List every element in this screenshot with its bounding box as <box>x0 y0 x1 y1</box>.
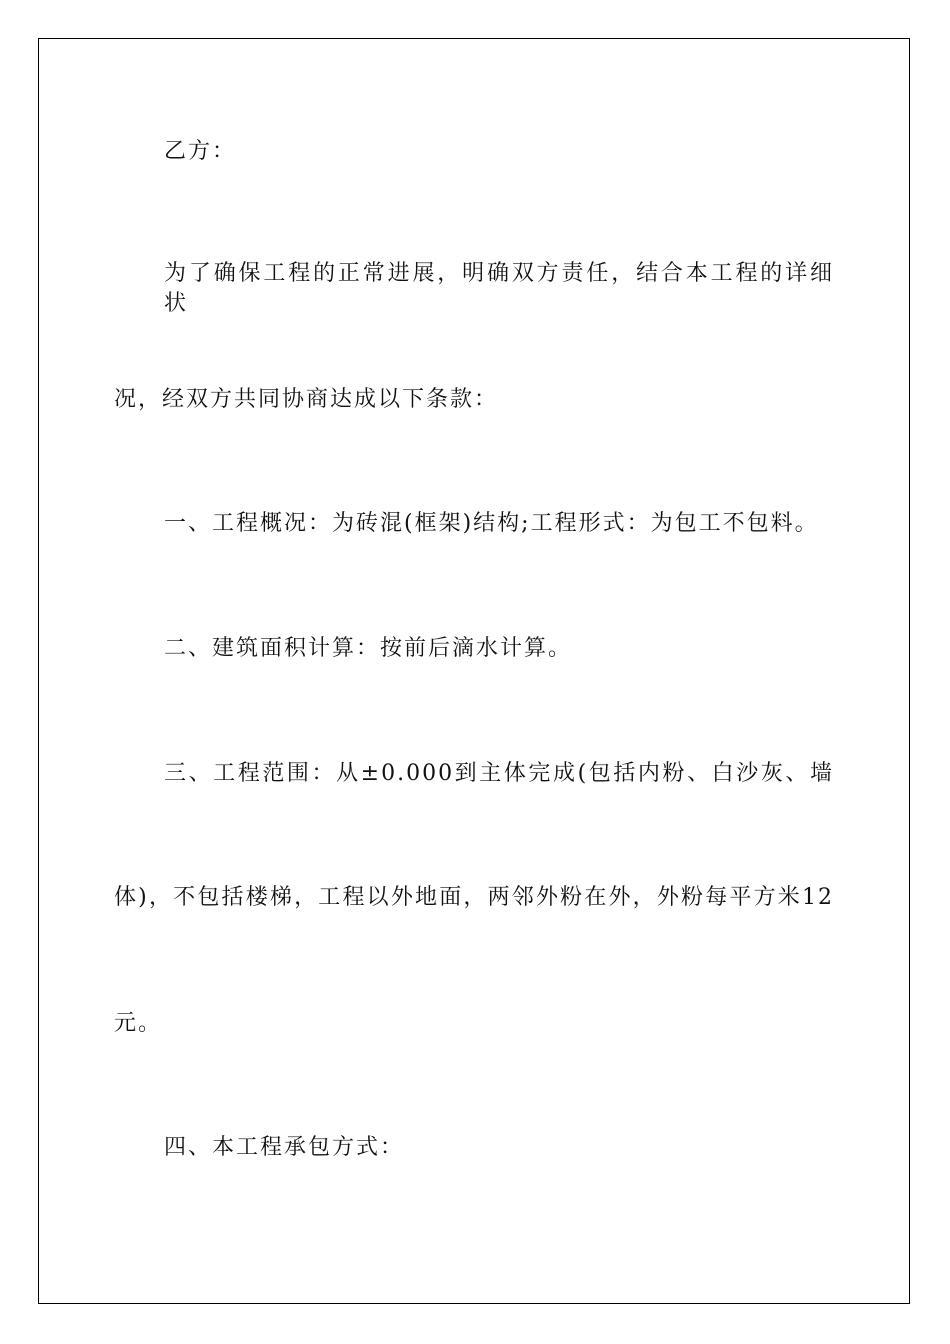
document-page-border <box>38 38 910 1304</box>
clause-3-scope-line-3: 元。 <box>114 1011 163 1036</box>
preamble-line-2: 况，经双方共同协商达成以下条款： <box>114 387 499 412</box>
clause-1-project-overview: 一、工程概况：为砖混(框架)结构;工程形式：为包工不包料。 <box>164 511 819 536</box>
clause-4-contract-method: 四、本工程承包方式： <box>164 1135 405 1160</box>
preamble-line-1: 为了确保工程的正常进展，明确双方责任，结合本工程的详细状 <box>164 261 834 316</box>
clause-2-area-calculation: 二、建筑面积计算：按前后滴水计算。 <box>164 636 573 661</box>
clause-3-scope-line-2: 体)，不包括楼梯，工程以外地面，两邻外粉在外，外粉每平方米12 <box>114 885 834 910</box>
clause-3-scope-line-1: 三、工程范围：从±0.000到主体完成(包括内粉、白沙灰、墙 <box>164 761 834 786</box>
party-b-label: 乙方： <box>164 139 237 164</box>
